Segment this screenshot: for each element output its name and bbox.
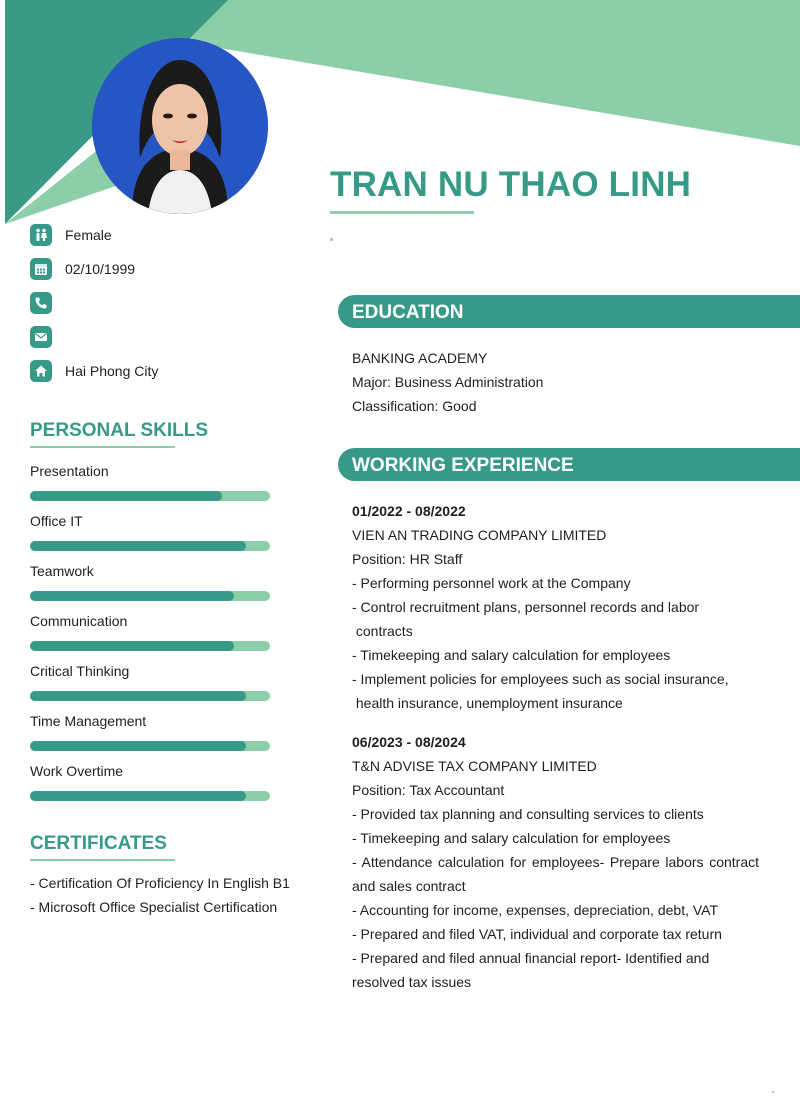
job-duty: - Prepared and filed VAT, individual and corporate tax return <box>352 926 722 942</box>
skill-item <box>30 562 270 580</box>
skill-bar <box>30 641 270 651</box>
certificates-heading: CERTIFICATES <box>30 833 167 854</box>
phone-row <box>30 291 65 315</box>
job-duty: - Performing personnel work at the Company <box>352 575 631 591</box>
skill-item <box>30 512 270 530</box>
education-details <box>352 346 772 418</box>
name-underline <box>330 211 474 214</box>
job-duty: - Timekeeping and salary calculation for employees <box>352 830 671 846</box>
skills-underline <box>30 446 175 448</box>
candidate-name: TRAN NU THAO LINH <box>330 165 692 204</box>
job-duty: - Provided tax planning and consulting services to clients <box>352 806 704 822</box>
experience-band <box>338 448 800 481</box>
job-period: 06/2023 - 08/2024 <box>352 734 466 750</box>
job-duty: - Attendance calculation for employees- Prepare labors contract <box>352 854 759 870</box>
skill-item <box>30 462 270 480</box>
skill-bar-fill <box>30 641 234 651</box>
skill-label: Time Management <box>30 713 147 729</box>
job-position: Position: HR Staff <box>352 551 463 567</box>
skill-bar-fill <box>30 541 246 551</box>
gender-row <box>30 223 112 247</box>
education-band <box>338 295 800 328</box>
job-1 <box>352 499 772 715</box>
gender-text: Female <box>65 227 112 243</box>
skill-item <box>30 762 270 780</box>
education-heading: EDUCATION <box>352 302 464 323</box>
certificate-item: - Certification Of Proficiency In English B1 <box>30 875 290 891</box>
address-text: Hai Phong City <box>65 363 159 379</box>
job-duty: health insurance, unemployment insurance <box>352 695 623 711</box>
address-row <box>30 359 158 383</box>
certificates-underline <box>30 859 175 861</box>
skill-bar-fill <box>30 691 246 701</box>
skill-label: Communication <box>30 613 128 629</box>
job-period: 01/2022 - 08/2022 <box>352 503 466 519</box>
major: Major: Business Administration <box>352 374 544 390</box>
job-company: VIEN AN TRADING COMPANY LIMITED <box>352 527 607 543</box>
job-duty: - Control recruitment plans, personnel records and labor <box>352 599 700 615</box>
skill-bar-fill <box>30 791 246 801</box>
skill-label: Critical Thinking <box>30 663 130 679</box>
job-duty: resolved tax issues <box>352 974 472 990</box>
school-name: BANKING ACADEMY <box>352 350 488 366</box>
phone-icon <box>30 292 52 314</box>
birthdate-row <box>30 257 135 281</box>
home-icon <box>30 360 52 382</box>
skill-bar <box>30 591 270 601</box>
skill-bar <box>30 741 270 751</box>
job-2 <box>352 730 772 994</box>
job-company: T&N ADVISE TAX COMPANY LIMITED <box>352 758 597 774</box>
skill-label: Teamwork <box>30 563 94 579</box>
skill-label: Office IT <box>30 513 83 529</box>
skill-label: Presentation <box>30 463 109 479</box>
job-duty: - Prepared and filed annual financial report- Identified and <box>352 950 710 966</box>
calendar-icon <box>30 258 52 280</box>
skill-bar-fill <box>30 491 222 501</box>
decorative-dot <box>330 238 333 241</box>
profile-photo <box>92 38 268 214</box>
skill-bar <box>30 491 270 501</box>
job-duty: contracts <box>352 623 413 639</box>
skill-label: Work Overtime <box>30 763 124 779</box>
skill-bar <box>30 541 270 551</box>
skill-item <box>30 612 270 630</box>
certificate-item: - Microsoft Office Specialist Certification <box>30 899 278 915</box>
skill-item <box>30 662 270 680</box>
gender-icon <box>30 224 52 246</box>
skills-heading: PERSONAL SKILLS <box>30 420 209 441</box>
email-icon <box>30 326 52 348</box>
job-position: Position: Tax Accountant <box>352 782 505 798</box>
job-duty: and sales contract <box>352 878 466 894</box>
corner-dot <box>772 1091 774 1093</box>
email-row <box>30 325 65 349</box>
birthdate-text: 02/10/1999 <box>65 261 136 277</box>
skill-bar-fill <box>30 741 246 751</box>
job-duty: - Implement policies for employees such as social insurance, <box>352 671 729 687</box>
experience-heading: WORKING EXPERIENCE <box>352 455 574 476</box>
skill-bar-fill <box>30 591 234 601</box>
classification: Classification: Good <box>352 398 477 414</box>
skill-item <box>30 712 270 730</box>
skill-bar <box>30 791 270 801</box>
job-duty: - Timekeeping and salary calculation for employees <box>352 647 671 663</box>
skill-bar <box>30 691 270 701</box>
job-duty: - Accounting for income, expenses, depreciation, debt, VAT <box>352 902 719 918</box>
